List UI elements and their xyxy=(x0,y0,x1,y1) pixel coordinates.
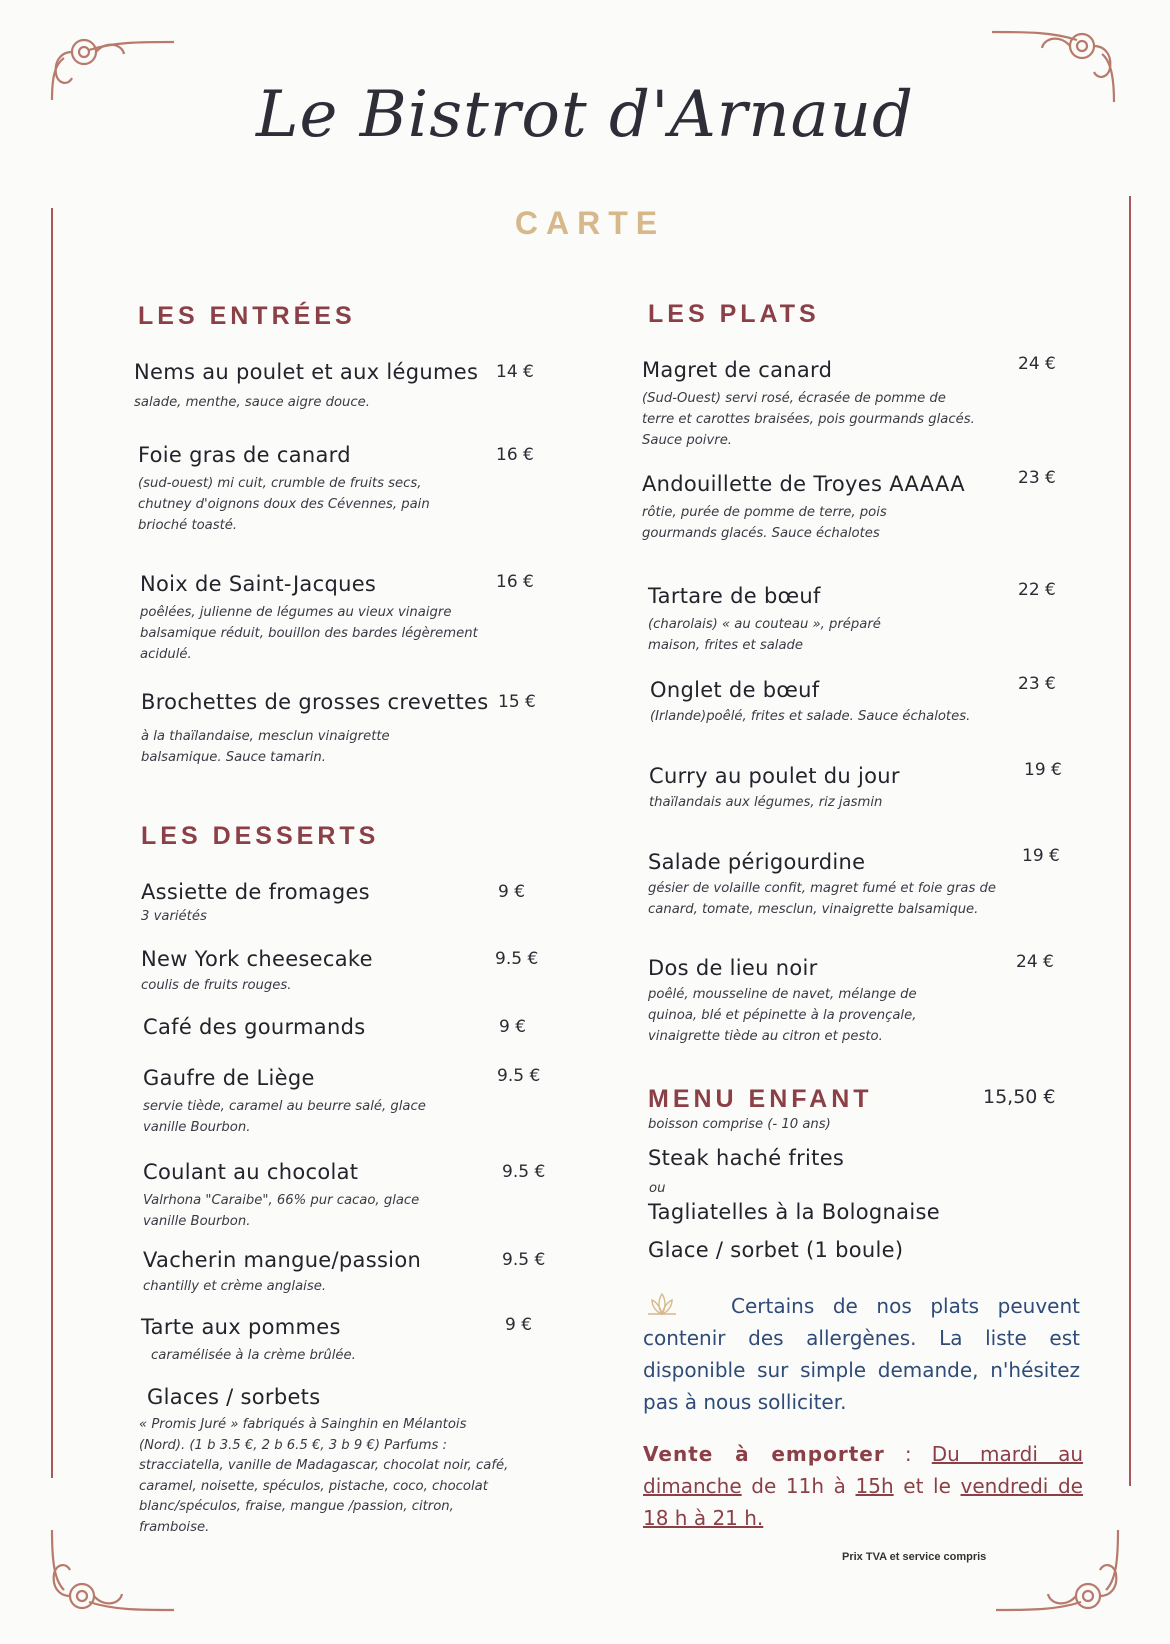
item-description: à la thaïlandaise, mesclun vinaigrette balsamique. Sauce tamarin. xyxy=(141,729,390,765)
item-name: Foie gras de canard xyxy=(138,443,351,467)
menu-enfant-line-3: Glace / sorbet (1 boule) xyxy=(648,1238,904,1262)
right-border-rule xyxy=(1129,196,1131,1486)
item-name: Dos de lieu noir xyxy=(648,956,818,980)
item-price: 24 € xyxy=(1018,354,1056,374)
item-name: Salade périgourdine xyxy=(648,850,866,874)
item-price: 16 € xyxy=(496,445,534,465)
item-name: Noix de Saint-Jacques xyxy=(140,572,377,596)
corner-ornament-top-right xyxy=(972,22,1122,172)
item-price: 23 € xyxy=(1018,468,1056,488)
item-description: gésier de volaille confit, magret fumé et foie gras de canard, tomate, mesclun, vinaigrette balsamique. xyxy=(648,881,997,917)
takeaway-end-hour: 15h xyxy=(855,1474,894,1498)
takeaway-friday: vendredi de 18 h à 21 h. xyxy=(643,1474,1083,1530)
item-name: Brochettes de grosses crevettes xyxy=(141,690,489,714)
item-description: (charolais) « au couteau », préparé maison, frites et salade xyxy=(648,617,881,653)
item-name: Onglet de bœuf xyxy=(650,678,820,702)
item-price: 9 € xyxy=(498,882,526,902)
section-title-menu-enfant: MENU ENFANT xyxy=(648,1085,873,1113)
item-price: 14 € xyxy=(496,362,534,382)
item-price: 19 € xyxy=(1022,846,1060,866)
item-description: servie tiède, caramel au beurre salé, glace vanille Bourbon. xyxy=(143,1099,426,1135)
menu-enfant-line-2: Tagliatelles à la Bolognaise xyxy=(648,1200,940,1224)
item-description: Valrhona "Caraibe", 66% pur cacao, glace vanille Bourbon. xyxy=(143,1193,420,1229)
takeaway-label: Vente à emporter xyxy=(643,1442,885,1466)
corner-ornament-top-left xyxy=(44,30,194,180)
item-name: Gaufre de Liège xyxy=(143,1066,315,1090)
takeaway-separator: : xyxy=(884,1442,932,1466)
menu-item xyxy=(141,880,551,927)
menu-item xyxy=(143,1015,553,1039)
item-description: poêlées, julienne de légumes au vieux vinaigre balsamique réduit, bouillon des bardes légèrement acidulé. xyxy=(140,605,478,662)
item-price: 23 € xyxy=(1018,674,1056,694)
item-name: Café des gourmands xyxy=(143,1015,366,1039)
item-price: 24 € xyxy=(1016,952,1054,972)
item-description: salade, menthe, sauce aigre douce. xyxy=(134,395,370,410)
item-price: 9 € xyxy=(505,1315,533,1335)
allergen-notice xyxy=(643,1290,1080,1418)
item-name: Vacherin mangue/passion xyxy=(143,1248,422,1272)
menu-item xyxy=(143,1160,563,1232)
item-price: 9.5 € xyxy=(497,1066,541,1086)
menu-item xyxy=(648,580,1068,656)
item-description: rôtie, purée de pomme de terre, pois gourmands glacés. Sauce échalotes xyxy=(642,505,887,541)
menu-item xyxy=(141,947,551,996)
takeaway-days: Du mardi au dimanche xyxy=(643,1442,1084,1498)
takeaway-hours-text: de 11h à xyxy=(741,1474,856,1498)
item-description: chantilly et crème anglaise. xyxy=(143,1279,327,1294)
item-description: « Promis Juré » fabriqués à Sainghin en Mélantois (Nord). (1 b 3.5 €, 2 b 6.5 €, 3 b 9 €) Parfums : stracciatella, vanille de Madagascar, chocolat noir, café, caramel, noisette, spéculos, pistache, coco, chocolat blanc/spéculos, fraise, mangue /passion, citron, framboise. xyxy=(139,1417,509,1535)
menu-subtitle: CARTE xyxy=(514,205,666,241)
menu-item xyxy=(648,846,1068,920)
menu-item xyxy=(642,468,1062,544)
item-name: Magret de canard xyxy=(642,358,833,382)
item-description: 3 variétés xyxy=(141,909,207,924)
item-price: 16 € xyxy=(496,572,534,592)
takeaway-notice xyxy=(643,1438,1083,1534)
item-description: (Sud-Ouest) servi rosé, écrasée de pomme de terre et carottes braisées, pois gourmands glacés. Sauce poivre. xyxy=(642,391,975,448)
menu-item xyxy=(134,360,534,413)
item-price: 9.5 € xyxy=(502,1250,546,1270)
allergen-text: Certains de nos plats peuvent contenir des allergènes. La liste est disponible sur simple demande, n'hésitez pas à nous solliciter. xyxy=(643,1294,1080,1414)
item-price: 15 € xyxy=(498,692,536,712)
menu-item xyxy=(140,572,540,665)
item-description: (sud-ouest) mi cuit, crumble de fruits secs, chutney d'oignons doux des Cévennes, pain brioché toasté. xyxy=(138,476,430,533)
section-title-desserts: LES DESSERTS xyxy=(141,822,380,850)
menu-enfant-price: 15,50 € xyxy=(983,1086,1056,1108)
item-name: Andouillette de Troyes AAAAA xyxy=(642,472,965,496)
item-price: 9.5 € xyxy=(495,949,539,969)
item-price: 9 € xyxy=(499,1017,527,1037)
menu-item xyxy=(141,1315,561,1366)
menu-item xyxy=(649,760,1069,813)
menu-enfant-note: boisson comprise (- 10 ans) xyxy=(648,1117,831,1132)
footer-note: Prix TVA et service compris xyxy=(842,1551,987,1563)
menu-enfant-or: ou xyxy=(649,1181,666,1196)
menu-item xyxy=(642,354,1062,451)
item-price: 19 € xyxy=(1024,760,1062,780)
item-name: Tarte aux pommes xyxy=(141,1315,341,1339)
item-description: caramélisée à la crème brûlée. xyxy=(151,1348,356,1363)
item-name: New York cheesecake xyxy=(141,947,373,971)
menu-item xyxy=(143,1066,553,1138)
takeaway-and-text: et le xyxy=(893,1474,961,1498)
section-title-entrees: LES ENTRÉES xyxy=(138,302,356,330)
menu-item xyxy=(648,952,1068,1047)
item-description: coulis de fruits rouges. xyxy=(141,978,292,993)
section-title-plats: LES PLATS xyxy=(648,300,820,328)
item-price: 22 € xyxy=(1018,580,1056,600)
item-name: Glaces / sorbets xyxy=(147,1385,321,1409)
item-name: Coulant au chocolat xyxy=(143,1160,359,1184)
menu-item xyxy=(143,1248,563,1297)
item-name: Nems au poulet et aux légumes xyxy=(134,360,479,384)
item-description: (Irlande)poêlé, frites et salade. Sauce échalotes. xyxy=(650,709,971,724)
item-name: Curry au poulet du jour xyxy=(649,764,900,788)
menu-item xyxy=(139,1385,519,1538)
item-description: thaïlandais aux légumes, riz jasmin xyxy=(649,795,883,810)
item-description: poêlé, mousseline de navet, mélange de quinoa, blé et pépinette à la provençale, vinaigrette tiède au citron et pesto. xyxy=(648,987,917,1044)
restaurant-title: Le Bistrot d'Arnaud xyxy=(256,78,914,152)
left-border-rule xyxy=(51,208,53,1478)
menu-item xyxy=(138,443,538,536)
item-name: Assiette de fromages xyxy=(141,880,370,904)
item-price: 9.5 € xyxy=(502,1162,546,1182)
item-name: Tartare de bœuf xyxy=(648,584,821,608)
menu-item xyxy=(141,690,561,768)
menu-item xyxy=(650,674,1070,727)
menu-enfant-line-1: Steak haché frites xyxy=(648,1146,845,1170)
